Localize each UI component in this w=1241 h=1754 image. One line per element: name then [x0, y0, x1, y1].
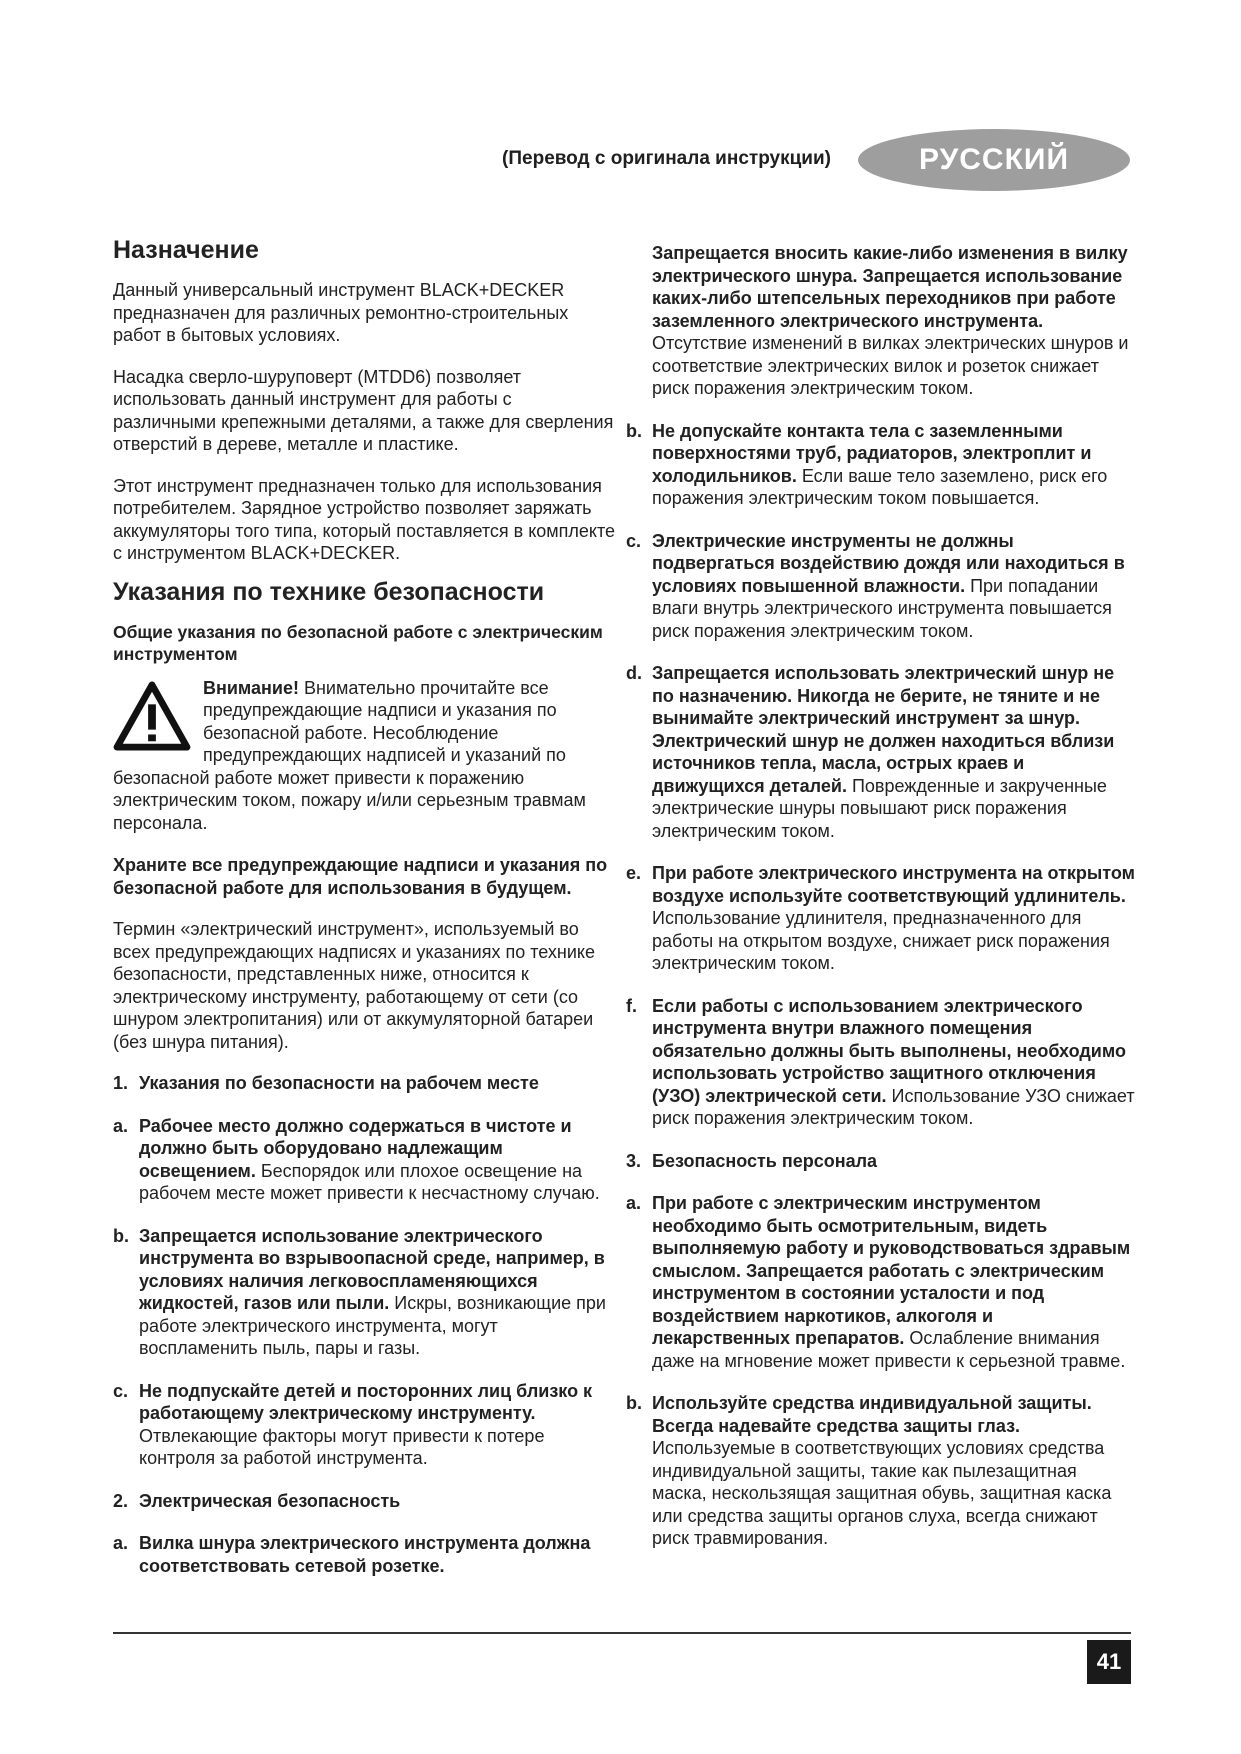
item-1c-label: c. — [113, 1380, 129, 1401]
item-1b-text: Искры, возникающие при работе электрического инструмента, могут воспламенить пыль, пары и газы. — [139, 1293, 606, 1358]
purpose-paragraph-3: Этот инструмент предназначен только для использования потребителем. Зарядное устройство позволяет заряжать аккумуляторы того типа, который поставляется в комплекте с инструментом BLACK+DECKER. — [113, 475, 616, 563]
item-2a-cont-text: Отсутствие изменений в вилках электрических шнуров и соответствие электрических вилок и розеток снижает риск поражения электрическим током. — [652, 333, 1129, 398]
purpose-heading: Назначение — [113, 236, 259, 264]
safety-heading: Указания по технике безопасности — [113, 577, 545, 606]
item-2e-bold: При работе электрического инструмента на открытом воздухе используйте соответствующий удлинитель. — [652, 863, 1135, 906]
item-2b — [626, 420, 1136, 510]
footer-divider — [113, 1632, 1131, 1634]
purpose-paragraph-2: Насадка сверло-шуруповерт (MTDD6) позволяет использовать данный инструмент для работы с различными крепежными деталями, а также для сверления отверстий в дереве, металле и пластике. — [113, 366, 614, 454]
item-3a-label: a. — [626, 1193, 642, 1213]
item-2c-label: c. — [626, 530, 642, 551]
item-2a-bold: Вилка шнура электрического инструмента должна соответствовать сетевой розетке. — [139, 1533, 591, 1576]
item-3b — [626, 1392, 1136, 1550]
item-2a — [113, 1532, 618, 1577]
item-2a-cont-bold: Запрещается вносить какие-либо изменения в вилку электрического шнура. Запрещается использование каких-либо штепсельных переходников при работе заземленного электрического инструмента. — [652, 243, 1128, 331]
item-1a-text: Беспорядок или плохое освещение на рабочем месте может привести к несчастному случаю. — [139, 1160, 600, 1203]
item-1b — [113, 1225, 618, 1360]
item-2b-label: b. — [626, 420, 642, 441]
warning-triangle-icon — [113, 681, 191, 751]
item-2a-label: a. — [113, 1533, 129, 1553]
item-2b-text: Если ваше тело заземлено, риск его поражения электрическим током повышается. — [652, 465, 1108, 508]
item-2e — [626, 862, 1136, 975]
item-3b-bold: Используйте средства индивидуальной защиты. Всегда надевайте средства защиты глаз. — [652, 1393, 1092, 1436]
item-2d-text: Поврежденные и закрученные электрические шнуры повышают риск поражения электрическим током. — [652, 775, 1107, 841]
item-2f — [626, 995, 1136, 1130]
item-2c — [626, 530, 1136, 643]
item-2e-label: e. — [626, 863, 642, 883]
item-3b-label: b. — [626, 1393, 642, 1413]
item-2b-bold: Не допускайте контакта тела с заземленными поверхностями труб, радиаторов, электроплит и холодильников. — [652, 420, 1092, 486]
item-1c — [113, 1380, 618, 1470]
left-column — [113, 235, 618, 1597]
item-1b-bold: Запрещается использование электрического инструмента во взрывоопасной среде, например, в условиях наличия легковоспламеняющихся жидкостей, газов или пыли. — [139, 1225, 605, 1313]
section-3-number: 3. — [626, 1150, 642, 1171]
item-3b-text: Используемые в соответствующих условиях средства индивидуальной защиты, такие как пылезащитная маска, нескользящая защитная обувь, защитная каска или средства защиты органов слуха, всегда снижают риск травмирования. — [652, 1438, 1112, 1548]
term-definition: Термин «электрический инструмент», используемый во всех предупреждающих надписях и указаниях по технике безопасности, представленных ниже, относится к электрическому инструменту, работающему от сети (со шнуром электропитания) или от аккумуляторной батареи (без шнура питания). — [113, 919, 595, 1052]
section-2-title — [113, 1490, 618, 1513]
section-3-heading: Безопасность персонала — [652, 1150, 878, 1171]
item-1a — [113, 1115, 618, 1205]
item-2a-continued — [626, 242, 1136, 400]
purpose-paragraph-1: Данный универсальный инструмент BLACK+DECKER предназначен для различных ремонтно-строительных работ в бытовых условиях. — [113, 280, 569, 345]
section-1-heading: Указания по безопасности на рабочем месте — [139, 1073, 539, 1093]
item-2e-text: Использование удлинителя, предназначенного для работы на открытом воздухе, снижает риск поражения электрическим током. — [652, 908, 1110, 973]
right-column — [626, 242, 1136, 1570]
general-safety-subheading: Общие указания по безопасной работе с электрическим инструментом — [113, 621, 603, 664]
item-3a-bold: При работе с электрическим инструментом необходимо быть осмотрительным, видеть выполняемую работу и руководствоваться здравым смыслом. Запрещается работать с электрическим инструментом в состоянии усталости и под воздействием наркотиков, алкоголя и лекарственных препаратов. — [652, 1193, 1131, 1348]
item-1a-bold: Рабочее место должно содержаться в чистоте и должно быть оборудовано надлежащим освещением. — [139, 1115, 572, 1181]
item-1c-text: Отвлекающие факторы могут привести к потере контроля за работой инструмента. — [139, 1425, 545, 1468]
item-2f-label: f. — [626, 995, 637, 1016]
item-2d-bold: Запрещается использовать электрический шнур не по назначению. Никогда не берите, не тяните и не вынимайте электрический инструмент за шнур. Электрический шнур не должен находиться вблизи источников тепла, масла, острых краев и движущихся деталей. — [652, 663, 1115, 796]
translation-note: (Перевод с оригинала инструкции) — [502, 148, 831, 169]
item-2d — [626, 662, 1136, 842]
section-1-number: 1. — [113, 1073, 129, 1093]
item-3a — [626, 1192, 1136, 1372]
item-1a-label: a. — [113, 1115, 129, 1136]
warning-block — [113, 677, 618, 835]
item-1b-label: b. — [113, 1225, 129, 1246]
warning-label: Внимание! — [203, 677, 299, 698]
item-3a-text: Ослабление внимания даже на мгновение может привести к серьезной травме. — [652, 1328, 1126, 1371]
item-2c-bold: Электрические инструменты не должны подвергаться воздействию дождя или находиться в условиях повышенной влажности. — [652, 530, 1125, 596]
language-badge — [858, 129, 1130, 191]
item-2c-text: При попадании влаги внутрь электрического инструмента повышается риск поражения электрическим током. — [652, 575, 1112, 641]
item-1c-bold: Не подпускайте детей и посторонних лиц близко к работающему электрическому инструменту. — [139, 1380, 593, 1423]
item-2d-label: d. — [626, 663, 642, 683]
keep-instructions: Храните все предупреждающие надписи и указания по безопасной работе для использования в будущем. — [113, 855, 608, 898]
section-3-title — [626, 1150, 1136, 1173]
page-number: 41 — [1087, 1640, 1131, 1684]
section-2-heading: Электрическая безопасность — [139, 1490, 401, 1511]
item-2f-text: Использование УЗО снижает риск поражения электрическим током. — [652, 1085, 1135, 1128]
warning-text: Внимательно прочитайте все предупреждающие надписи и указания по безопасной работе. Несоблюдение предупреждающих надписей и указаний по безопасной работе может привести к поражению электрическим током, пожару и/или серьезным травмам персонала. — [113, 677, 586, 833]
section-1-title — [113, 1072, 618, 1095]
language-label: РУССКИЙ — [918, 143, 1070, 176]
item-2f-bold: Если работы с использованием электрического инструмента внутри влажного помещения обязательно должны быть выполнены, необходимо использовать устройство защитного отключения (УЗО) электрической сети. — [652, 995, 1126, 1106]
section-2-number: 2. — [113, 1490, 129, 1511]
